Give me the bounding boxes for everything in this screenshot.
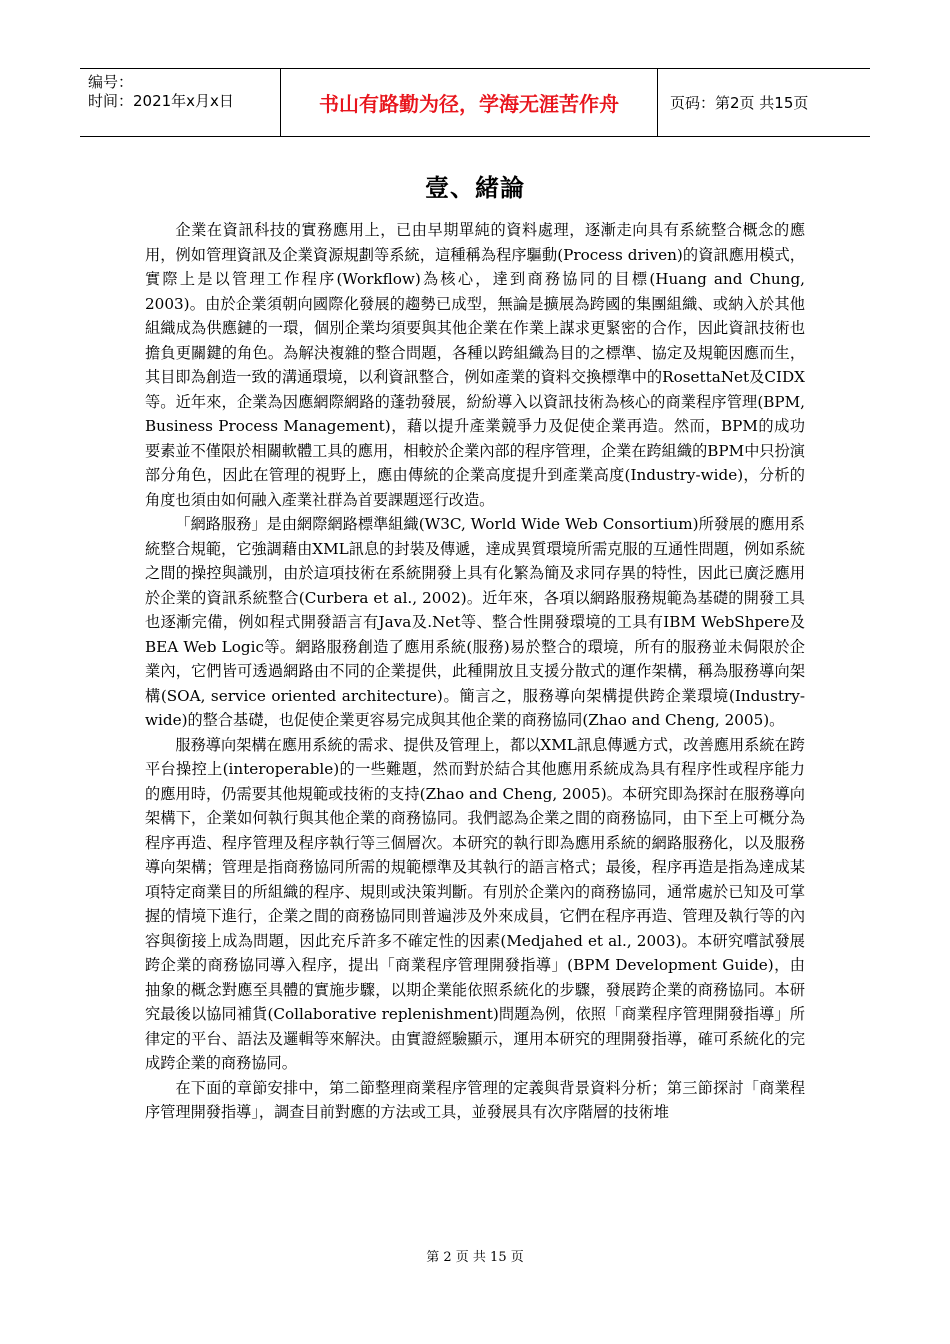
- header-number-label: 编号：: [88, 73, 134, 91]
- paragraph-4: 在下面的章節安排中，第二節整理商業程序管理的定義與背景資料分析；第三節探討「商業程序管理開發指導」，調查目前對應的方法或工具，並發展具有次序階層的技術堆: [145, 1078, 805, 1121]
- paragraph-3: 服務導向架構在應用系統的需求、提供及管理上，都以XML訊息傳遞方式，改善應用系統在跨平台操控上(interoperable)的一些難題，然而對於結合其他應用系統成為具有程序性或程序能力的應用時，仍需要其他規範或技術的支持(Zhao and Cheng, 2005)。本研究即為探討在服務導向架構下，企業如何執行與其他企業的商務協同。我們認為企業之間的商務協同，由下至上可概分為程序再造、程序管理及程序執行等三個層次。本研究的執行即為應用系統的網路服務化，以及服務導向架構；管理是指商務協同所需的規範標準及其執行的語言格式；最後，程序再造是指為達成某項特定商業目的所組織的程序、規則或決策判斷。有別於企業內的商務協同，通常處於已知及可掌握的情境下進行，企業之間的商務協同則普遍涉及外來成員，它們在程序再造、管理及執行等的內容與銜接上成為問題，因此充斥許多不確定性的因素(Medjahed et al., 2003)。本研究嚐試發展跨企業的商務協同導入程序，提出「商業程序管理開發指導」(BPM Development Guide)，由抽象的概念對應至具體的實施步驟，以期企業能依照系統化的步驟，發展跨企業的商務協同。本研究最後以協同補貨(Collaborative replenishment)問題為例，依照「商業程序管理開發指導」所律定的平台、語法及邏輯等來解決。由實證經驗顯示，運用本研究的理開發指導，確可系統化的完成跨企業的商務協同。: [145, 735, 805, 1072]
- paragraph-2: 「網路服務」是由網際網路標準組織(W3C, World Wide Web Consortium)所發展的應用系統整合規範，它強調藉由XML訊息的封裝及傳遞，達成異質環境所需克服的互通性問題，例如系統之間的操控與識別，由於這項技術在系統開發上具有化繁為簡及求同存異的特性，因此已廣泛應用於企業的資訊系統整合(Curbera et al., 2002)。近年來，各項以網路服務規範為基礎的開發工具也逐漸完備，例如程式開發語言有Java及.Net等、整合性開發環境的工具有IBM WebShpere及BEA Web Logic等。網路服務創造了應用系統(服務)易於整合的環境，所有的服務並未侷限於企業內，它們皆可透過網路由不同的企業提供，此種開放且支援分散式的運作架構，稱為服務導向架構(SOA, service oriented architecture)。簡言之，服務導向架構提供跨企業環境(Industry-wide)的整合基礎，也促使企業更容易完成與其他企業的商務協同(Zhao and Cheng, 2005)。: [145, 515, 805, 729]
- header-meta: [80, 69, 281, 136]
- page-header: [80, 68, 870, 137]
- page-footer: 第 2 页 共 15 页: [426, 1250, 524, 1265]
- header-motto: 书山有路勤为径，学海无涯苦作舟: [281, 69, 658, 136]
- section-title: 壹、緒論: [425, 174, 525, 202]
- header-page-info: 页码：第2页 共15页: [670, 94, 809, 112]
- paragraph-1: 企業在資訊科技的實務應用上，已由早期單純的資料處理，逐漸走向具有系統整合概念的應用，例如管理資訊及企業資源規劃等系統，這種稱為程序驅動(Process driven)的資訊應用模式，實際上是以管理工作程序(Workflow)為核心，達到商務協同的目標(Huang and Chung, 2003)。由於企業須朝向國際化發展的趨勢已成型，無論是擴展為跨國的集團組織、或納入於其他組織成為供應鏈的一環，個別企業均須要與其他企業在作業上謀求更緊密的合作，因此資訊技術也擔負更關鍵的角色。為解決複雜的整合問題，各種以跨組織為目的之標準、協定及規範因應而生，其目即為創造一致的溝通環境，以利資訊整合，例如產業的資料交換標準中的RosettaNet及CIDX等。近年來，企業為因應網際網路的蓬勃發展，紛紛導入以資訊技術為核心的商業程序管理(BPM, Business Process Management)，藉以提升產業競爭力及促使企業再造。然而，BPM的成功要素並不僅限於相關軟體工具的應用，相較於企業內部的程序管理，企業在跨組織的BPM中只扮演部分角色，因此在管理的視野上，應由傳統的企業高度提升到產業高度(Industry-wide)，分析的角度也須由如何融入產業社群為首要課題逕行改造。: [145, 221, 805, 509]
- header-date-label: 时间：2021年x月x日: [88, 92, 234, 110]
- body-text: [145, 218, 805, 1125]
